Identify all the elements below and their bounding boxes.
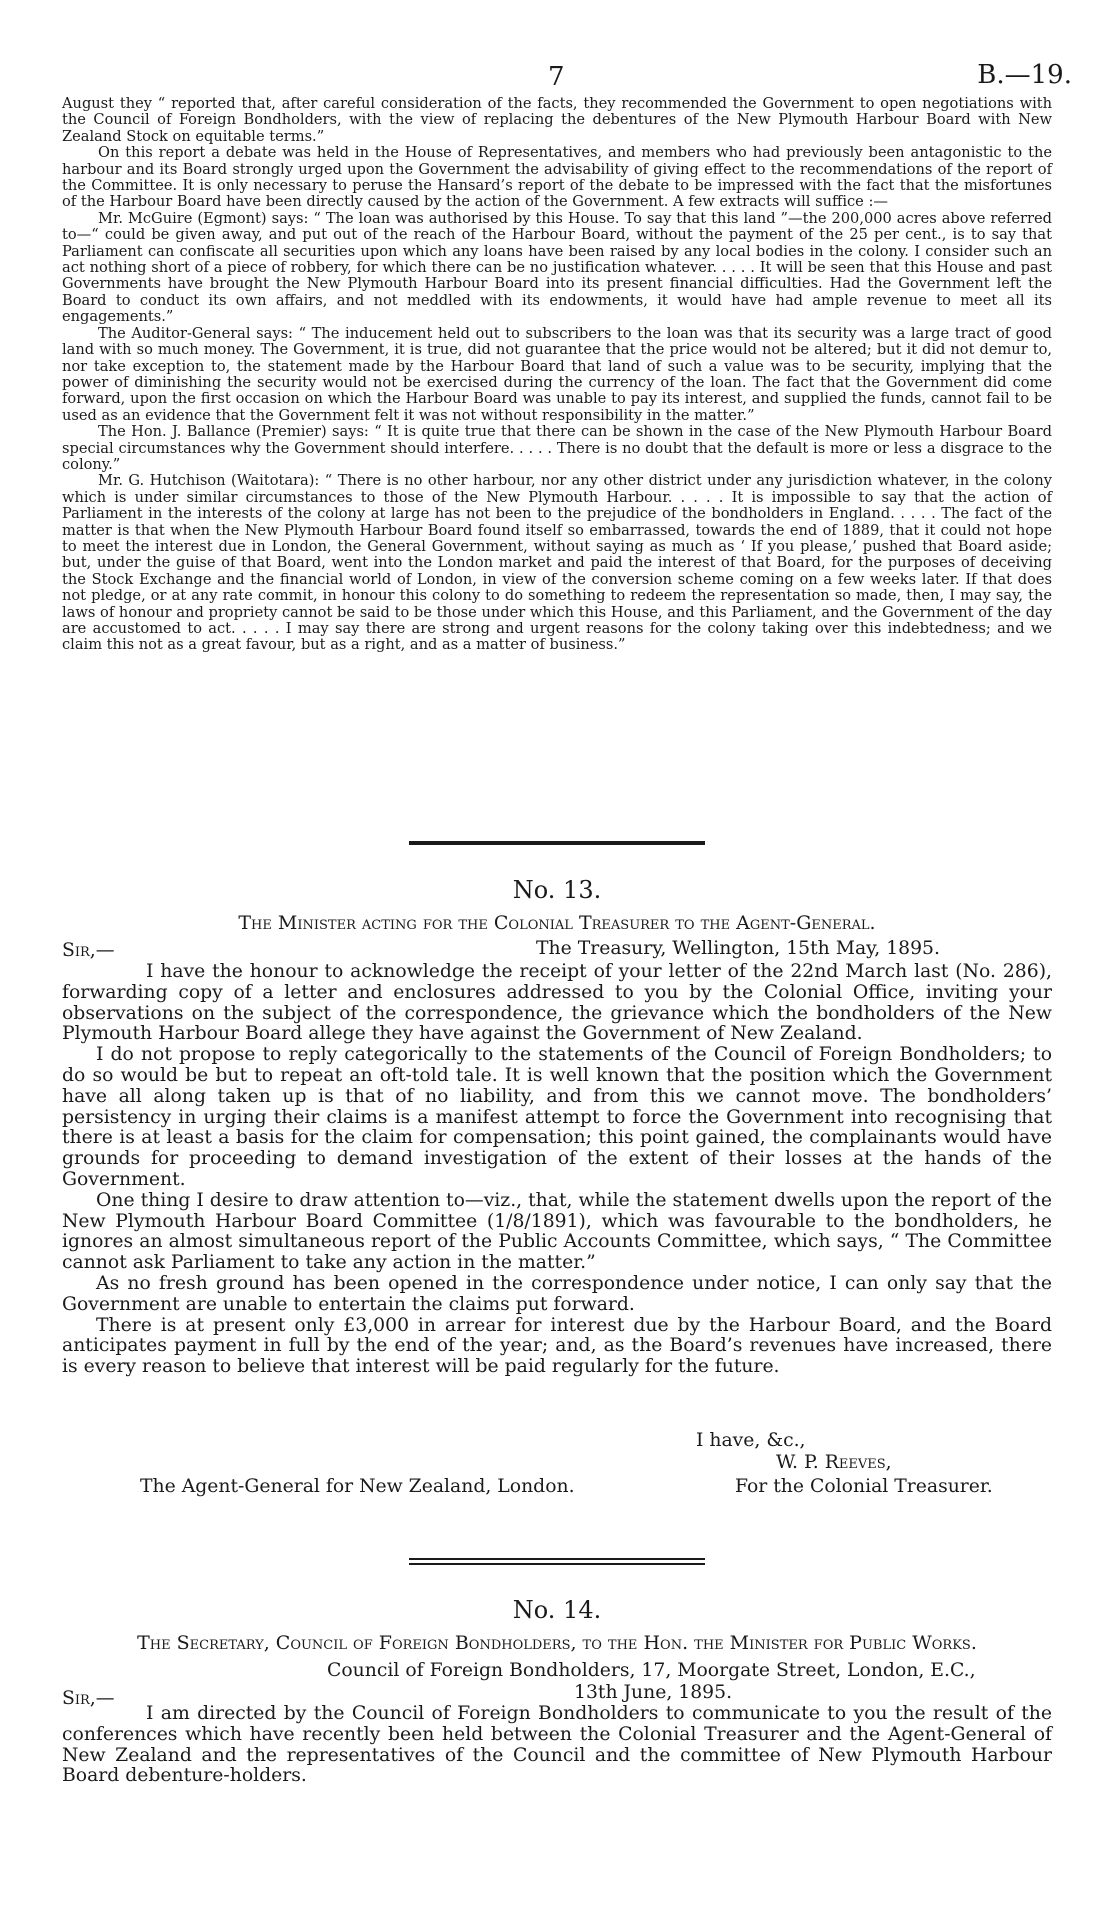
letter-14-body — [62, 1704, 1052, 1787]
letter-13-closing: I have, &c., — [696, 1430, 806, 1451]
letter-14-salutation: Sir,— — [62, 1688, 115, 1709]
letter-14-date: 13th June, 1895. — [574, 1682, 733, 1703]
letter-13-paragraph: One thing I desire to draw attention to—viz., that, while the statement dwells upon the report of the New Plymouth Harbour Board Committee (1/8/1891), which was favourable to the bondholders, he ignores an almost simultaneous report of the Public Accounts Committee, which says, “ The Committee cannot ask Parliament to take any action in the matter.” — [62, 1189, 1052, 1274]
letter-13-addressee: The Agent-General for New Zealand, London. — [140, 1476, 575, 1497]
excerpt-paragraph: Mr. G. Hutchison (Waitotara): “ There is no other harbour, nor any other district under any jurisdiction whatever, in the colony which is under similar circumstances to those of the New Plymouth Harbour. . . . . It is impossible to say that the action of Parliament in the interests of the colony at large has not been to the prejudice of the bondholders in England. . . . . The fact of the matter is that when the New Plymouth Harbour Board found itself so embarrassed, towards the end of 1889, that it could not hope to meet the interest due in London, the General Government, without saying as much as ‘ If you please,’ pushed that Board aside; but, under the guise of that Board, went into the London market and paid the interest of that Board, for the purposes of deceiving the Stock Exchange and the financial world of London, in view of the conversion scheme coming on a few weeks later. If that does not pledge, or at any rate commit, in honour this colony to do something to redeem the representation so made, then, I may say, the laws of honour and propriety cannot be said to be those under which this House, and this Parliament, and the Government of the day are accustomed to act. . . . . I may say there are strong and urgent reasons for the colony taking over this indebtedness; and we claim this not as a great favour, but as a right, and as a matter of business.” — [62, 472, 1052, 654]
letter-14-address: Council of Foreign Bondholders, 17, Moorgate Street, London, E.C., — [327, 1660, 976, 1681]
excerpt-paragraph: The Hon. J. Ballance (Premier) says: “ It is quite true that there can be shown in the case of the New Plymouth Harbour Board special circumstances why the Government should interfere. . . . . There is no doubt that the default is more or less a disgrace to the colony.” — [62, 423, 1052, 473]
excerpt-section — [62, 96, 1052, 654]
section-divider — [409, 1563, 705, 1565]
page-number: 7 — [548, 62, 565, 92]
excerpt-paragraph: Mr. McGuire (Egmont) says: “ The loan was authorised by this House. To say that this land ”—the 200,000 acres above referred to—“ could be given away, and put out of the reach of the Harbour Board, without the payment of the 25 per cent., is to say that Parliament can confiscate all securities upon which any loans have been raised by any local bodies in the colony. I consider such an act nothing short of a piece of robbery, for which there can be no justification whatever. . . . . It will be seen that this House and past Governments have brought the New Plymouth Harbour Board into its present financial difficulties. Had the Government left the Board to conduct its own affairs, and not meddled with its endowments, it would have had ample revenue to meet all its engagements.” — [62, 209, 1052, 326]
section-divider — [409, 841, 705, 845]
letter-13-salutation: Sir,— — [62, 940, 115, 961]
letter-13-number: No. 13. — [512, 876, 602, 904]
letter-14-paragraph: I am directed by the Council of Foreign Bondholders to communicate to you the result of the conferences which have recently been held between the Colonial Treasurer and the Agent-General of New Zealand and the representatives of the Council and the committee of New Plymouth Harbour Board debenture-holders. — [62, 1703, 1052, 1787]
letter-13-paragraph: I have the honour to acknowledge the receipt of your letter of the 22nd March last (No. 286), forwarding copy of a letter and enclosures addressed to you by the Colonial Office, inviting your observations on the subject of the correspondence, the grievance which the bondholders of the New Plymouth Harbour Board allege they have against the Government of New Zealand. — [62, 961, 1052, 1045]
letter-13-place-date: The Treasury, Wellington, 15th May, 1895. — [536, 938, 940, 959]
letter-13-signatory: W. P. Reeves, — [776, 1452, 892, 1473]
excerpt-paragraph: August they “ reported that, after careful consideration of the facts, they recommended the Government to open negotiations with the Council of Foreign Bondholders, with the view of replacing the debentures of the New Plymouth Harbour Board with New Zealand Stock on equitable terms.” — [62, 95, 1052, 145]
letter-13-body — [62, 962, 1052, 1378]
excerpt-paragraph: On this report a debate was held in the House of Representatives, and members who had previously been antagonistic to the harbour and its Board strongly urged upon the Government the advisability of giving effect to the recommendations of the report of the Committee. It is only necessary to peruse the Hansard’s report of the debate to be impressed with the fact that the misfortunes of the Harbour Board have been directly caused by the action of the Government. A few extracts will suffice :— — [62, 144, 1052, 211]
letter-13-title: The Minister acting for the Colonial Treasurer to the Agent-General. — [238, 912, 876, 934]
document-reference: B.—19. — [977, 60, 1072, 90]
letter-14-number: No. 14. — [512, 1596, 602, 1624]
excerpt-paragraph: The Auditor-General says: “ The inducement held out to subscribers to the loan was that its security was a large tract of good land with so much money. The Government, it is true, did not guarantee that the price would not be altered; but it did not demur to, nor take exception to, the statement made by the Harbour Board that land of such a value was to be security, implying that the power of diminishing the security would not be exercised during the currency of the loan. The fact that the Government did come forward, upon the first occasion on which the Harbour Board was unable to pay its interest, and supplied the funds, cannot fail to be used as an evidence that the Government felt it was not without responsibility in the matter.” — [62, 324, 1052, 424]
letter-13-paragraph: There is at present only £3,000 in arrear for interest due by the Harbour Board, and the Board anticipates payment in full by the end of the year; and, as the Board’s revenues have increased, there is every reason to believe that interest will be paid regularly for the future. — [62, 1314, 1052, 1378]
letter-13-paragraph: As no fresh ground has been opened in the correspondence under notice, I can only say that the Government are unable to entertain the claims put forward. — [62, 1272, 1052, 1315]
letter-14-title: The Secretary, Council of Foreign Bondholders, to the Hon. the Minister for Public Works. — [137, 1632, 977, 1654]
letter-13-paragraph: I do not propose to reply categorically to the statements of the Council of Foreign Bondholders; to do so would be but to repeat an oft-told tale. It is well known that the position which the Government have all along taken up is that of no liability, and from this we cannot move. The bondholders’ persistency in urging their claims is a manifest attempt to force the Government into recognising that there is at least a basis for the claim for compensation; this point gained, the complainants would have grounds for proceeding to demand investigation of the extent of their losses at the hands of the Government. — [62, 1044, 1052, 1190]
letter-13-signatory-role: For the Colonial Treasurer. — [735, 1476, 993, 1497]
section-divider — [409, 1558, 705, 1560]
